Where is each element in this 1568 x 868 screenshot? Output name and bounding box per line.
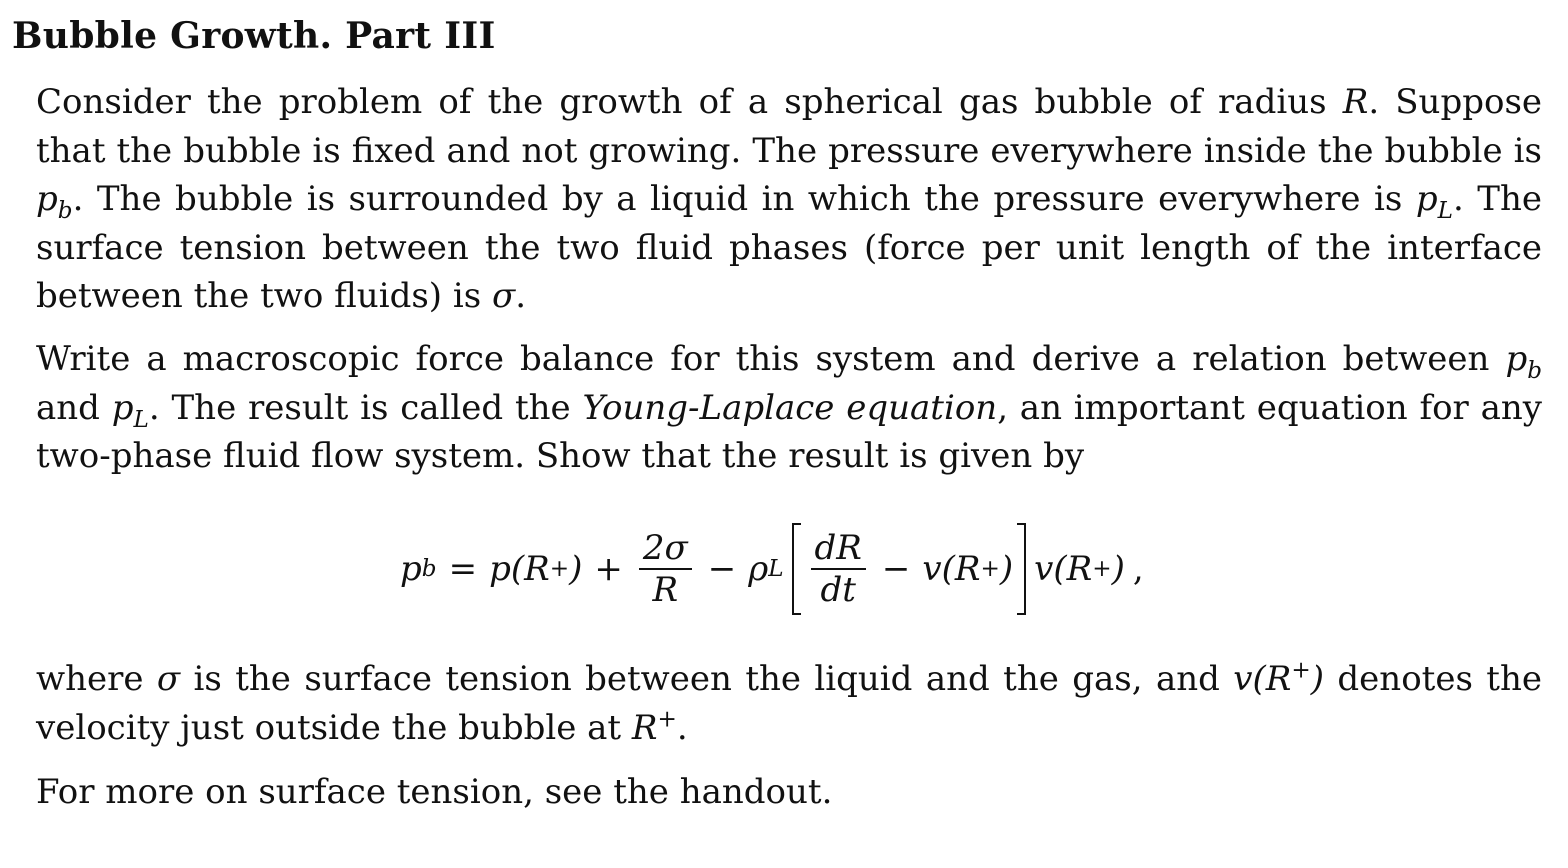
- math-velocity: v(R+): [1233, 657, 1325, 699]
- fraction-denominator: dt: [820, 570, 856, 610]
- equation-velocity-term: v(R + ): [922, 549, 1014, 589]
- text-segment: . Suppose that the bubble is fixed and not growing. The pressure everywhere inside the bubble is: [36, 82, 1543, 171]
- plus-sign: +: [594, 549, 623, 589]
- text-segment: and: [36, 387, 112, 428]
- math-sigma: σ: [492, 276, 516, 316]
- math-liquid-pressure: $p_L$: [1415, 179, 1453, 224]
- page-title: Bubble Growth. Part III: [12, 15, 496, 57]
- minus-sign: −: [707, 549, 737, 589]
- math-radius: R: [1342, 82, 1369, 122]
- math-bubble-pressure: $p_b$: [36, 179, 73, 224]
- text-segment: is the surface tension between the liquid and the gas, and: [180, 659, 1234, 699]
- equation-velocity-factor: v(R + ): [1034, 549, 1125, 589]
- equation-term-pressure: p(R + ): [489, 549, 583, 589]
- text-segment: denotes the velocity just outside the bubble at: [36, 659, 1542, 748]
- equation-comma: ,: [1132, 549, 1144, 589]
- equals-sign: =: [448, 549, 478, 589]
- text-segment: , an important equation for any two-phase fluid flow system. Show that the result is given by: [36, 387, 1542, 476]
- math-bubble-pressure: $p_b$: [1505, 339, 1542, 384]
- paragraph-task: [36, 335, 1542, 481]
- fraction-numerator: 2σ: [642, 528, 688, 568]
- text-segment: . The bubble is surrounded by a liquid in which the pressure everywhere is: [72, 179, 1416, 219]
- young-laplace-equation: [400, 514, 1144, 624]
- math-r-plus: R+: [631, 706, 677, 748]
- text-segment: . The surface tension between the two fluid phases (force per unit length of the interface between the two fluids) is: [36, 179, 1542, 316]
- paragraph-handout-note: For more on surface tension, see the handout.: [36, 772, 833, 812]
- equation-rho: ρ L: [748, 549, 784, 589]
- fraction-derivative: [811, 528, 866, 610]
- text-segment: Consider the problem of the growth of a spherical gas bubble of radius: [36, 82, 1343, 122]
- text-segment: where: [36, 659, 157, 699]
- left-bracket: [792, 523, 801, 615]
- fraction-denominator: R: [652, 570, 679, 610]
- math-sigma: σ: [156, 659, 181, 699]
- equation-lhs: p b: [400, 549, 437, 589]
- text-segment: .: [676, 707, 688, 748]
- emphasis-young-laplace: Young-Laplace equation: [582, 387, 998, 428]
- text-segment: . The result is called the: [148, 387, 583, 428]
- fraction-surface-tension: [639, 528, 692, 610]
- text-segment: Write a macroscopic force balance for this system and derive a relation between: [36, 339, 1506, 379]
- text-segment: .: [515, 276, 527, 316]
- math-liquid-pressure: $p_L$: [111, 387, 149, 433]
- right-bracket: [1017, 523, 1026, 615]
- minus-sign: −: [881, 549, 911, 589]
- paragraph-definitions: [36, 655, 1542, 752]
- fraction-numerator: dR: [814, 528, 862, 568]
- paragraph-problem-statement: [36, 78, 1542, 321]
